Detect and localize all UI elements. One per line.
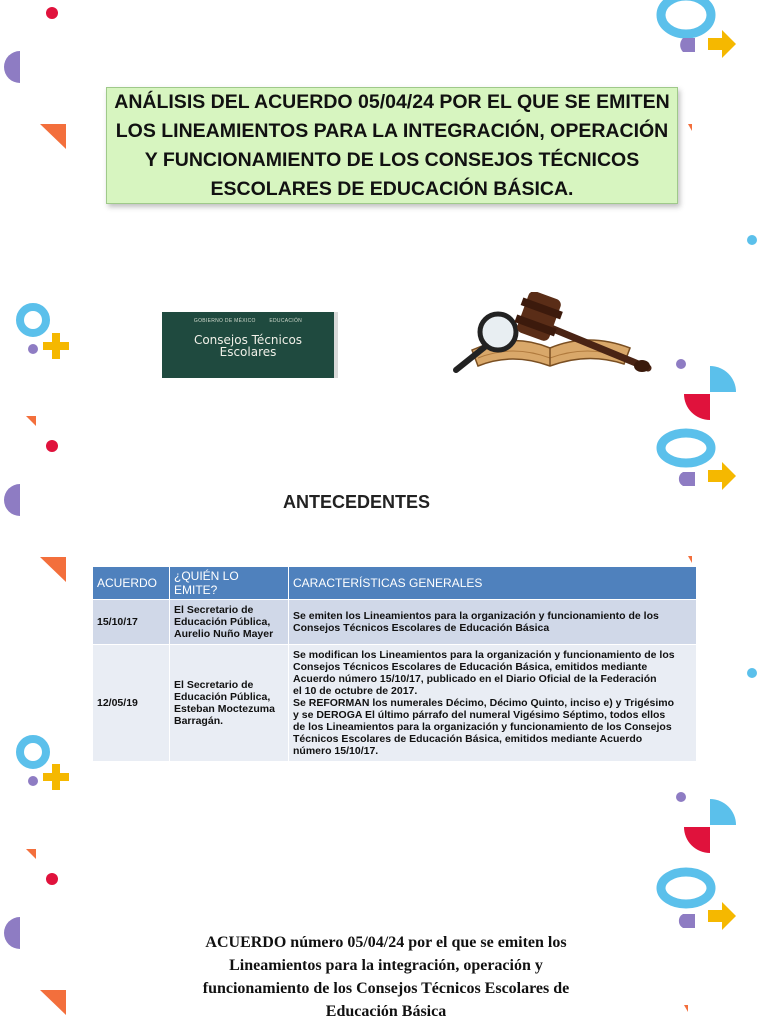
- logo-right-text: EDUCACIÓN: [269, 318, 303, 324]
- footer-acuerdo-text: ACUERDO número 05/04/24 por el que se emiten los Lineamientos para la integración, operación y funcionamiento de los Consejos Técnicos Escolares de Educación Básica: [202, 934, 570, 1020]
- decor-triangle-orange: [26, 416, 36, 426]
- decor-half-circle-purple: [679, 914, 695, 928]
- decor-triangle-orange: [26, 849, 36, 859]
- decor-dot-red: [46, 7, 58, 19]
- decor-quarter-red: [684, 394, 710, 420]
- decor-half-circle-purple: [680, 38, 695, 52]
- logo-left-text: GOBIERNO DE MÉXICO: [193, 318, 256, 324]
- cell-acuerdo: 15/10/17: [93, 600, 170, 645]
- decor-triangle-orange: [40, 557, 66, 582]
- decor-dot-blue: [747, 235, 757, 245]
- consejos-tecnicos-logo-image: [162, 312, 338, 378]
- section-title-antecedentes: ANTECEDENTES: [282, 492, 430, 512]
- decor-ring-blue: [661, 872, 711, 904]
- decor-half-circle-purple: [679, 472, 695, 486]
- decor-plus-yellow: [43, 764, 69, 790]
- decor-ring-blue: [20, 307, 46, 333]
- antecedentes-table: [93, 567, 697, 761]
- cell-caracteristicas-text: Se emiten los Lineamientos para la organización y funcionamiento de los Consejos Técnicos Escolares de Educación Básica: [293, 610, 659, 634]
- table-header-row: [93, 567, 697, 600]
- decor-dot-purple: [676, 792, 686, 802]
- decor-dot-orange: [688, 124, 692, 131]
- page-title: ANÁLISIS DEL ACUERDO 05/04/24 POR EL QUE SE EMITEN LOS LINEAMIENTOS PARA LA INTEGRACIÓN, OPERACIÓN Y FUNCIONAMIENTO DE LOS CONSEJOS TÉCNICOS ESCOLARES DE EDUCACIÓN BÁSICA.: [114, 90, 670, 200]
- table-row: [93, 600, 697, 645]
- cte-line-1: Consejos Técnicos: [193, 333, 303, 347]
- cte-image-text: [162, 334, 334, 358]
- decor-angle-yellow: [708, 30, 736, 58]
- decor-angle-yellow: [708, 902, 736, 930]
- decor-dot-purple: [28, 776, 38, 786]
- decor-dot-orange: [688, 556, 692, 563]
- decor-dot-blue: [747, 668, 757, 678]
- cell-caracteristicas-text: Se modifican los Lineamientos para la organización y funcionamiento de los Consejos Técnicos Escolares de Educación Básica, emitidos mediante Acuerdo número 15/10/17, publicado en el Diario Oficial de la Federación el 10 de octubre de 2017. Se REFORMAN los numerales Décimo, Décimo Quinto, inciso e) y Trigésimo y se DEROGA El último párrafo del numeral Vigésimo Séptimo, todos ellos de los Lineamientos para la organización y funcionamiento de los Consejos Técnicos Escolares de Educación Básica, emitidos mediante Acuerdo número 15/10/17.: [293, 649, 675, 757]
- cte-line-2: Escolares: [219, 345, 277, 359]
- decor-half-circle-purple: [4, 51, 20, 83]
- decor-quarter-blue: [710, 366, 736, 392]
- header-acuerdo: ACUERDO: [93, 567, 170, 600]
- government-logos: [162, 318, 334, 324]
- decor-dot-red: [46, 440, 58, 452]
- cell-acuerdo: 12/05/19: [93, 645, 170, 762]
- cell-caracteristicas: [289, 600, 697, 645]
- decor-quarter-red: [684, 827, 710, 853]
- table-row: [93, 645, 697, 762]
- decor-half-circle-purple: [4, 917, 20, 949]
- decor-quarter-blue: [710, 799, 736, 825]
- gavel-book-magnifier-icon: [452, 292, 652, 376]
- decor-ring-blue: [661, 0, 711, 34]
- decor-dot-purple: [28, 344, 38, 354]
- decor-angle-yellow: [708, 462, 736, 490]
- decor-triangle-orange: [40, 990, 66, 1015]
- cell-quien: El Secretario de Educación Pública, Aurelio Nuño Mayer: [170, 600, 289, 645]
- decor-triangle-orange: [40, 124, 66, 149]
- decor-dot-purple: [676, 359, 686, 369]
- header-quien-lo-emite: ¿QUIÉN LO EMITE?: [170, 567, 289, 600]
- decor-dot-orange: [684, 1005, 688, 1012]
- decor-dot-red: [46, 873, 58, 885]
- cell-caracteristicas: [289, 645, 697, 762]
- header-caracteristicas: CARACTERÍSTICAS GENERALES: [289, 567, 697, 600]
- decor-ring-blue: [20, 739, 46, 765]
- cell-quien: El Secretario de Educación Pública, Esteban Moctezuma Barragán.: [170, 645, 289, 762]
- title-box: [106, 87, 678, 204]
- decor-ring-blue: [661, 433, 711, 463]
- decor-plus-yellow: [43, 333, 69, 359]
